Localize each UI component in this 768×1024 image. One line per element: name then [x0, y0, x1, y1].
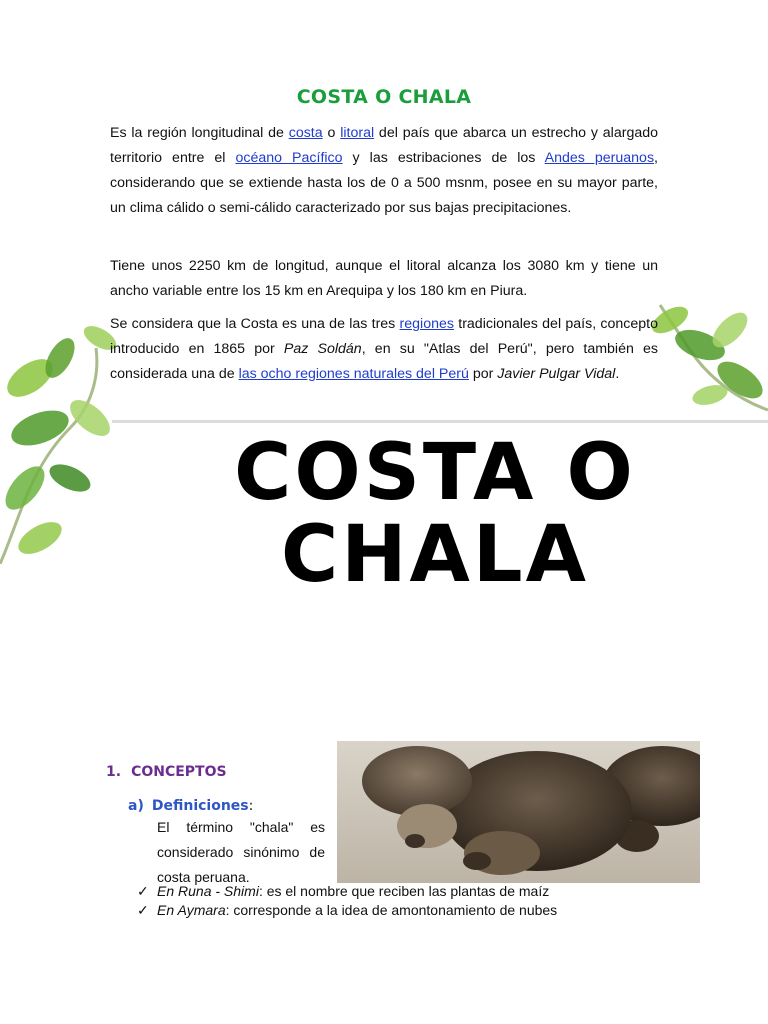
- page-title: COSTA O CHALA: [296, 86, 472, 108]
- paragraph-longitud: Tiene unos 2250 km de longitud, aunque el litoral alcanza los 3080 km y tiene un ancho variable entre los 15 km en Arequipa y los 180 km en Piura.: [110, 258, 658, 299]
- bullet-text: : corresponde a la idea de amontonamiento de nubes: [225, 902, 558, 918]
- banner-divider: [112, 420, 768, 423]
- paragraph-text: , considerando que se extiende hasta los de 0 a 500 msnm, posee en su mayor parte, un clima cálido o semi-cálido caracterizado por sus bajas precipitaciones.: [110, 150, 658, 216]
- section-conceptos: [106, 764, 227, 780]
- link-oceano-pacifico[interactable]: océano Pacífico: [235, 150, 343, 166]
- paragraph-text: .: [615, 366, 620, 382]
- paragraph-text: o: [322, 125, 341, 141]
- banner-title-line2: CHALA: [281, 510, 589, 600]
- leaves-right-decoration: [640, 300, 768, 424]
- bullet-term: En Aymara: [157, 902, 226, 918]
- sea-lions-photo: [337, 741, 700, 883]
- author-paz-soldan: Paz Soldán: [283, 341, 362, 357]
- subsection-letter: a): [128, 798, 144, 814]
- checkmark-icon: ✓: [137, 902, 149, 918]
- section-number: 1.: [106, 764, 122, 780]
- paragraph-text: , en su "Atlas del Perú", pero también es considerada una de: [110, 341, 658, 382]
- bullet-text: : es el nombre que reciben las plantas de maíz: [258, 883, 550, 899]
- checkmark-icon: ✓: [137, 883, 149, 899]
- paragraph-definition: [110, 121, 658, 221]
- paragraph-text: Es la región longitudinal de: [110, 125, 289, 141]
- definition-text: El término "chala" es considerado sinónimo de costa peruana.: [157, 819, 325, 885]
- link-regiones[interactable]: regiones: [399, 316, 454, 332]
- link-litoral[interactable]: litoral: [340, 125, 375, 141]
- link-costa[interactable]: costa: [288, 125, 323, 141]
- paragraph-text: y las estribaciones de los: [342, 150, 545, 166]
- banner-title-line1: COSTA O: [234, 428, 636, 518]
- subsection-colon: :: [248, 798, 254, 814]
- subsection-label: Definiciones: [151, 798, 249, 814]
- subsection-definiciones: [128, 798, 253, 814]
- paragraph-text: del país que abarca un estrecho y alargado territorio entre el: [110, 125, 659, 166]
- list-item: [137, 901, 557, 919]
- banner-title: [180, 428, 690, 600]
- section-label: CONCEPTOS: [131, 764, 227, 780]
- paragraph-text: Se considera que la Costa es una de las tres: [110, 316, 400, 332]
- paragraph-regiones: [110, 312, 658, 387]
- list-item: [137, 882, 549, 900]
- author-javier-pulgar-vidal: Javier Pulgar Vidal: [497, 366, 616, 382]
- link-andes-peruanos[interactable]: Andes peruanos: [544, 150, 655, 166]
- bullet-term: En Runa - Shimi: [157, 883, 259, 899]
- paragraph-text: por: [468, 366, 498, 382]
- paragraph-text: tradicionales del país, concepto introducido en 1865 por: [110, 316, 658, 357]
- link-ocho-regiones[interactable]: las ocho regiones naturales del Perú: [238, 366, 469, 382]
